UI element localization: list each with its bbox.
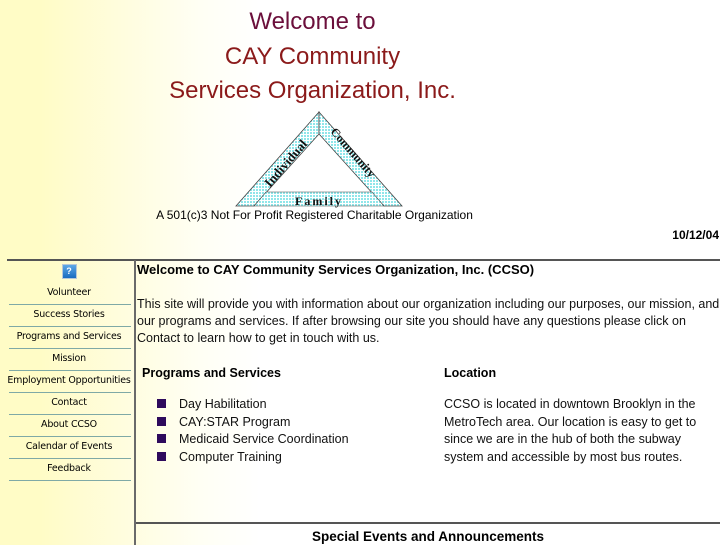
location-heading: Location: [444, 366, 497, 380]
nav-item-success-stories: [7, 305, 131, 327]
nav-link-calendar[interactable]: Calendar of Events: [25, 441, 113, 452]
program-label: Medicaid Service Coordination: [179, 432, 349, 446]
help-icon[interactable]: ?: [62, 264, 77, 279]
programs-heading: Programs and Services: [142, 366, 281, 380]
nav-item-feedback: [7, 459, 131, 481]
nav-item-about: [7, 415, 131, 437]
nav-link-employment[interactable]: Employment Opportunities: [7, 375, 131, 386]
nav-item-volunteer: [7, 283, 131, 305]
program-item: [155, 396, 349, 414]
date-label: 10/12/04: [672, 228, 719, 242]
sidebar-nav: [7, 261, 131, 481]
logo-label-family: Family: [295, 194, 343, 208]
square-bullet-icon: [157, 452, 166, 461]
square-bullet-icon: [157, 434, 166, 443]
nav-list: [7, 283, 131, 481]
triangle-logo: [232, 108, 407, 208]
nav-item-contact: [7, 393, 131, 415]
program-label: Computer Training: [179, 449, 282, 464]
location-paragraph: CCSO is located in downtown Brooklyn in the MetroTech area. Our location is easy to get to since we are in the hub of both the subway system and accessible by most bus routes.: [444, 397, 697, 464]
events-heading: Special Events and Announcements: [311, 529, 545, 544]
nav-link-contact[interactable]: Contact: [51, 397, 87, 408]
nav-link-about[interactable]: About CCSO: [41, 419, 97, 430]
nav-link-success-stories[interactable]: Success Stories: [33, 309, 105, 320]
events-divider: [136, 522, 720, 524]
program-label: Day Habilitation: [179, 397, 267, 411]
nav-item-calendar: [7, 437, 131, 459]
nav-item-mission: [7, 349, 131, 371]
nav-link-volunteer[interactable]: Volunteer: [47, 287, 91, 298]
nav-link-mission[interactable]: Mission: [52, 353, 86, 364]
square-bullet-icon: [157, 399, 166, 408]
nav-link-programs-services[interactable]: Programs and Services: [16, 331, 122, 342]
welcome-title-line-1: Welcome to: [249, 8, 376, 35]
welcome-title-line-3: Services Organization, Inc.: [169, 77, 456, 104]
program-item: [155, 449, 349, 467]
program-label: CAY:STAR Program: [179, 414, 291, 429]
square-bullet-icon: [157, 417, 166, 426]
programs-list: [155, 396, 349, 466]
welcome-title-line-2: CAY Community: [224, 43, 401, 70]
page-heading: Welcome to CAY Community Services Organization, Inc. (CCSO): [137, 262, 535, 277]
program-item: [155, 431, 349, 449]
nav-item-programs-services: [7, 327, 131, 349]
logo-label-community: Community: [327, 124, 379, 181]
nav-link-feedback[interactable]: Feedback: [47, 463, 91, 474]
intro-paragraph: This site will provide you with information about our organization including our purposes, our mission, and our programs and services. If after browsing our site you should have any questions please click on Contact to learn how to get in touch with us.: [137, 297, 720, 345]
program-item: [155, 414, 349, 432]
nav-item-employment: [7, 371, 131, 393]
tagline: A 501(c)3 Not For Profit Registered Charitable Organization: [156, 208, 473, 222]
logo-label-individual: Individual: [260, 136, 311, 190]
sidebar-divider: [134, 260, 136, 545]
